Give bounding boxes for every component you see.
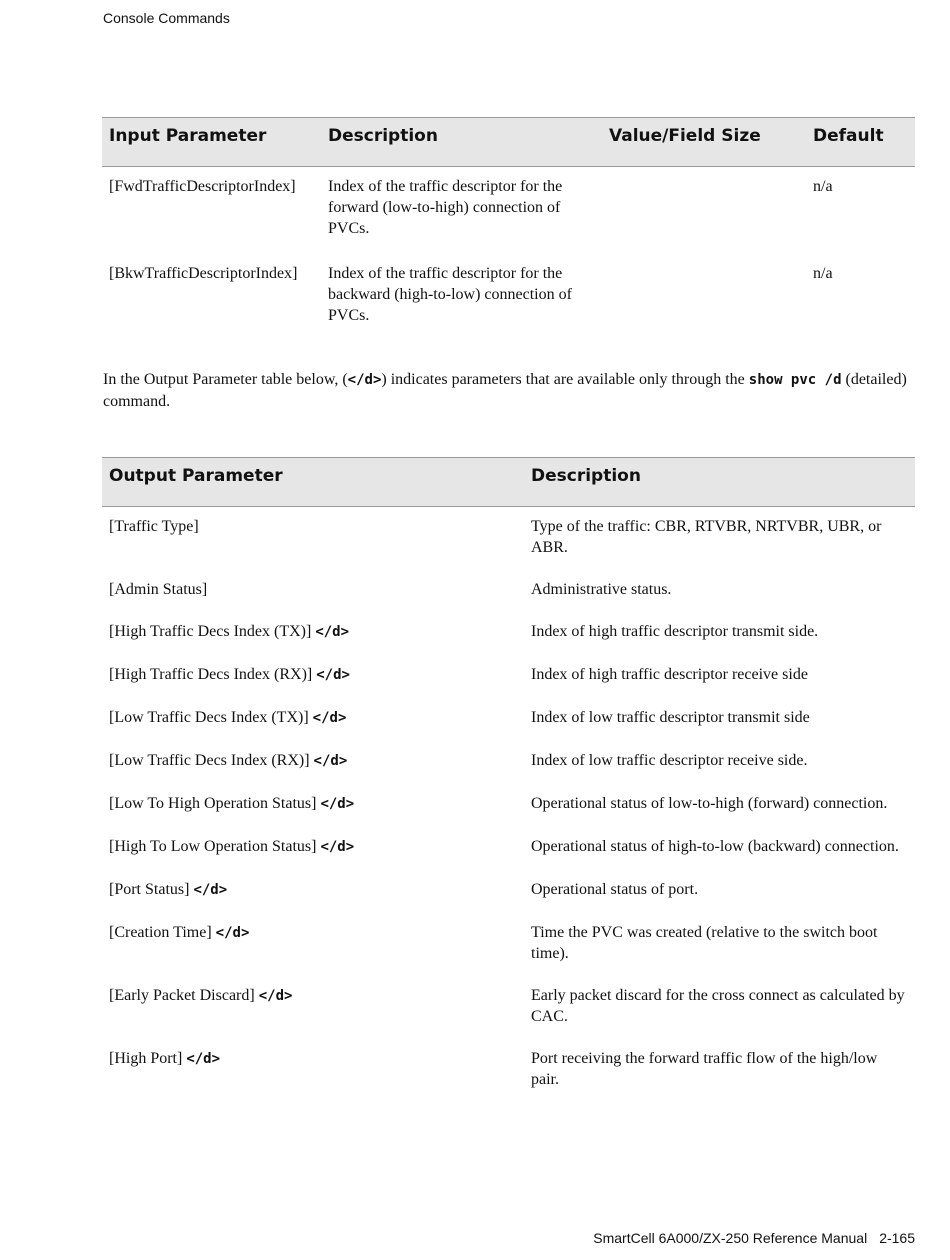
parameter-label: [Traffic Type] xyxy=(109,518,199,535)
input-parameter-description: Index of the traffic descriptor for the backward (high-to-low) connection of PVCs. xyxy=(328,265,572,324)
input-parameter-size xyxy=(602,167,806,255)
parameter-label: [Admin Status] xyxy=(109,581,208,598)
parameter-label: [Low Traffic Decs Index (RX)] xyxy=(109,752,310,769)
output-table-intro xyxy=(103,369,918,412)
output-parameter-name xyxy=(102,976,524,1039)
table-header-row xyxy=(102,118,915,167)
parameter-label: [Port Status] xyxy=(109,881,190,898)
detail-tag: </d> xyxy=(320,796,355,812)
parameter-label: [High To Low Operation Status] xyxy=(109,838,317,855)
detail-tag: </d> xyxy=(315,624,350,640)
output-parameter-description: Index of high traffic descriptor transmit side. xyxy=(531,623,819,640)
table-row xyxy=(102,827,915,870)
input-parameter-table xyxy=(102,117,915,341)
detail-tag: </d> xyxy=(320,839,355,855)
input-parameter-name: [BkwTrafficDescriptorIndex] xyxy=(109,265,298,282)
output-parameter-description: Operational status of port. xyxy=(531,881,699,898)
column-header-default: Default xyxy=(806,118,915,167)
column-header-input-parameter: Input Parameter xyxy=(102,118,321,167)
parameter-label: [High Traffic Decs Index (TX)] xyxy=(109,623,312,640)
output-parameter-description: Administrative status. xyxy=(531,581,672,598)
table-row xyxy=(102,254,915,341)
manual-title: SmartCell 6A000/ZX-250 Reference Manual xyxy=(593,1230,868,1246)
output-parameter-name xyxy=(102,698,524,741)
input-parameter-size xyxy=(602,254,806,341)
output-parameter-name xyxy=(102,741,524,784)
running-header: Console Commands xyxy=(103,10,230,26)
table-row xyxy=(102,976,915,1039)
output-parameter-description: Type of the traffic: CBR, RTVBR, NRTVBR, UBR, or ABR. xyxy=(531,518,882,556)
output-parameter-description: Time the PVC was created (relative to the switch boot time). xyxy=(531,924,878,962)
output-parameter-description: Port receiving the forward traffic flow of the high/low pair. xyxy=(531,1050,878,1088)
parameter-label: [Early Packet Discard] xyxy=(109,987,255,1004)
table-row xyxy=(102,507,915,571)
page-number: 2-165 xyxy=(879,1230,915,1246)
intro-text: ) indicates parameters that are available only through the xyxy=(381,371,749,388)
detail-tag: </d> xyxy=(313,753,348,769)
detail-tag: </d> xyxy=(258,988,293,1004)
table-row xyxy=(102,784,915,827)
detail-tag: </d> xyxy=(312,710,347,726)
table-header-row xyxy=(102,458,915,507)
parameter-label: [Low Traffic Decs Index (TX)] xyxy=(109,709,309,726)
column-header-description: Description xyxy=(321,118,602,167)
detail-tag: </d> xyxy=(193,882,228,898)
input-parameter-description: Index of the traffic descriptor for the forward (low-to-high) connection of PVCs. xyxy=(328,178,563,237)
output-parameter-name xyxy=(102,784,524,827)
output-parameter-description: Index of low traffic descriptor receive side. xyxy=(531,752,808,769)
output-parameter-name xyxy=(102,913,524,976)
table-row xyxy=(102,913,915,976)
detail-tag: </d> xyxy=(186,1051,221,1067)
table-row xyxy=(102,698,915,741)
output-parameter-description: Early packet discard for the cross connect as calculated by CAC. xyxy=(531,987,905,1025)
table-row xyxy=(102,612,915,655)
parameter-label: [High Traffic Decs Index (RX)] xyxy=(109,666,313,683)
input-parameter-name: [FwdTrafficDescriptorIndex] xyxy=(109,178,296,195)
running-footer xyxy=(593,1230,915,1246)
show-pvc-command-code: show pvc /d xyxy=(748,372,842,388)
output-parameter-description: Index of low traffic descriptor transmit side xyxy=(531,709,810,726)
column-header-description: Description xyxy=(524,458,915,507)
input-parameter-default: n/a xyxy=(813,178,833,195)
detail-tag: </d> xyxy=(215,925,250,941)
intro-text: In the Output Parameter table below, ( xyxy=(103,371,348,388)
output-parameter-table xyxy=(102,457,915,1102)
column-header-value-field-size: Value/Field Size xyxy=(602,118,806,167)
output-parameter-name xyxy=(102,507,524,571)
parameter-label: [Low To High Operation Status] xyxy=(109,795,317,812)
output-parameter-name xyxy=(102,655,524,698)
output-parameter-name xyxy=(102,827,524,870)
output-parameter-description: Operational status of high-to-low (backward) connection. xyxy=(531,838,899,855)
detail-tag: </d> xyxy=(316,667,350,683)
output-parameter-description: Operational status of low-to-high (forward) connection. xyxy=(531,795,888,812)
table-row xyxy=(102,655,915,698)
output-parameter-name xyxy=(102,870,524,913)
output-parameter-name xyxy=(102,570,524,612)
table-row xyxy=(102,870,915,913)
parameter-label: [High Port] xyxy=(109,1050,183,1067)
input-parameter-default: n/a xyxy=(813,265,833,282)
intro-text: (detailed) command. xyxy=(103,371,907,410)
parameter-label: [Creation Time] xyxy=(109,924,212,941)
output-parameter-name xyxy=(102,1039,524,1102)
table-row xyxy=(102,741,915,784)
table-row xyxy=(102,570,915,612)
table-row xyxy=(102,167,915,255)
column-header-output-parameter: Output Parameter xyxy=(102,458,524,507)
table-row xyxy=(102,1039,915,1102)
detail-tag-code: </d> xyxy=(347,372,382,388)
output-parameter-name xyxy=(102,612,524,655)
output-parameter-description: Index of high traffic descriptor receive side xyxy=(531,666,808,683)
